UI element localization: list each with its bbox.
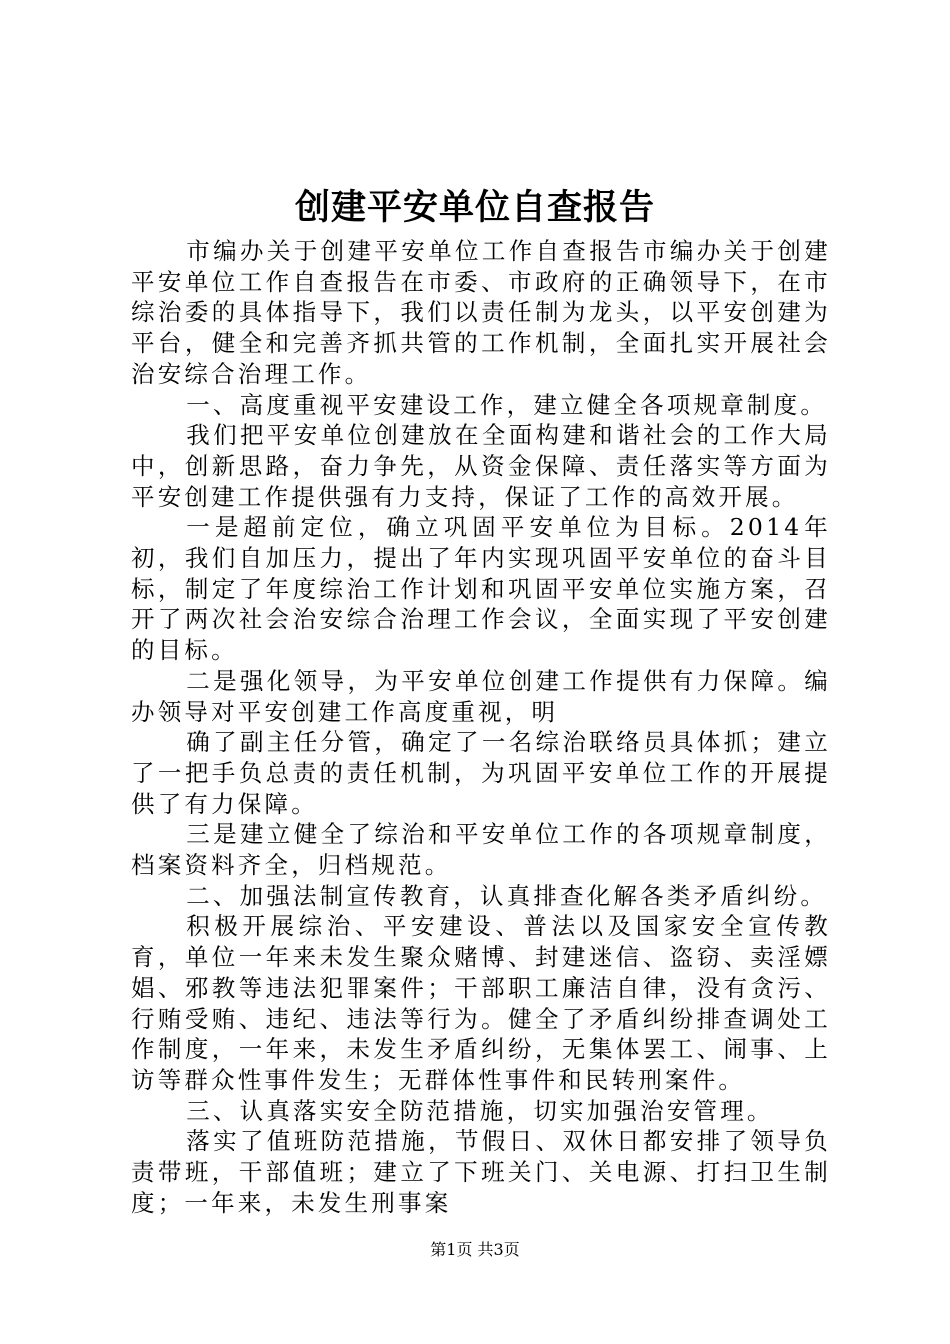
section-heading: 一、高度重视平安建设工作，建立健全各项规章制度。 xyxy=(186,390,828,419)
paragraph: 市编办关于创建平安单位工作自查报告市编办关于创建平安单位工作自查报告在市委、市政府的正确领导下，在市综治委的具体指导下，我们以责任制为龙头，以平安创建为平台，健全和完善齐抓共管的工作机制，全面扎实开展社会治安综合治理工作。 xyxy=(131,237,831,388)
paragraph: 确了副主任分管，确定了一名综治联络员具体抓；建立了一把手负总责的责任机制，为巩固平安单位工作的开展提供了有力保障。 xyxy=(131,728,831,818)
paragraph: 落实了值班防范措施，节假日、双休日都安排了领导负责带班，干部值班；建立了下班关门、关电源、打扫卫生制度；一年来，未发生刑事案 xyxy=(131,1127,831,1217)
paragraph: 三是建立健全了综治和平安单位工作的各项规章制度，档案资料齐全，归档规范。 xyxy=(131,820,831,880)
page-number: 第1页 共3页 xyxy=(430,1240,520,1259)
paragraph: 二是强化领导，为平安单位创建工作提供有力保障。编办领导对平安创建工作高度重视，明 xyxy=(131,666,831,726)
document-title: 创建平安单位自查报告 xyxy=(294,187,655,228)
section-heading: 三、认真落实安全防范措施，切实加强治安管理。 xyxy=(186,1096,774,1125)
paragraph: 我们把平安单位创建放在全面构建和谐社会的工作大局中，创新思路，奋力争先，从资金保障、责任落实等方面为平安创建工作提供强有力支持，保证了工作的高效开展。 xyxy=(131,421,831,511)
section-heading: 二、加强法制宣传教育，认真排查化解各类矛盾纠纷。 xyxy=(186,881,828,910)
document-body xyxy=(131,236,831,1219)
paragraph: 积极开展综治、平安建设、普法以及国家安全宣传教育，单位一年来未发生聚众赌博、封建迷信、盗窃、卖淫嫖娼、邪教等违法犯罪案件；干部职工廉洁自律，没有贪污、行贿受贿、违纪、违法等行为。健全了矛盾纠纷排查调处工作制度，一年来，未发生矛盾纠纷，无集体罢工、闹事、上访等群众性事件发生；无群体性事件和民转刑案件。 xyxy=(131,912,831,1094)
paragraph: 一是超前定位，确立巩固平安单位为目标。2014年初，我们自加压力，提出了年内实现巩固平安单位的奋斗目标，制定了年度综治工作计划和巩固平安单位实施方案，召开了两次社会治安综合治理工作会议，全面实现了平安创建的目标。 xyxy=(131,513,831,665)
